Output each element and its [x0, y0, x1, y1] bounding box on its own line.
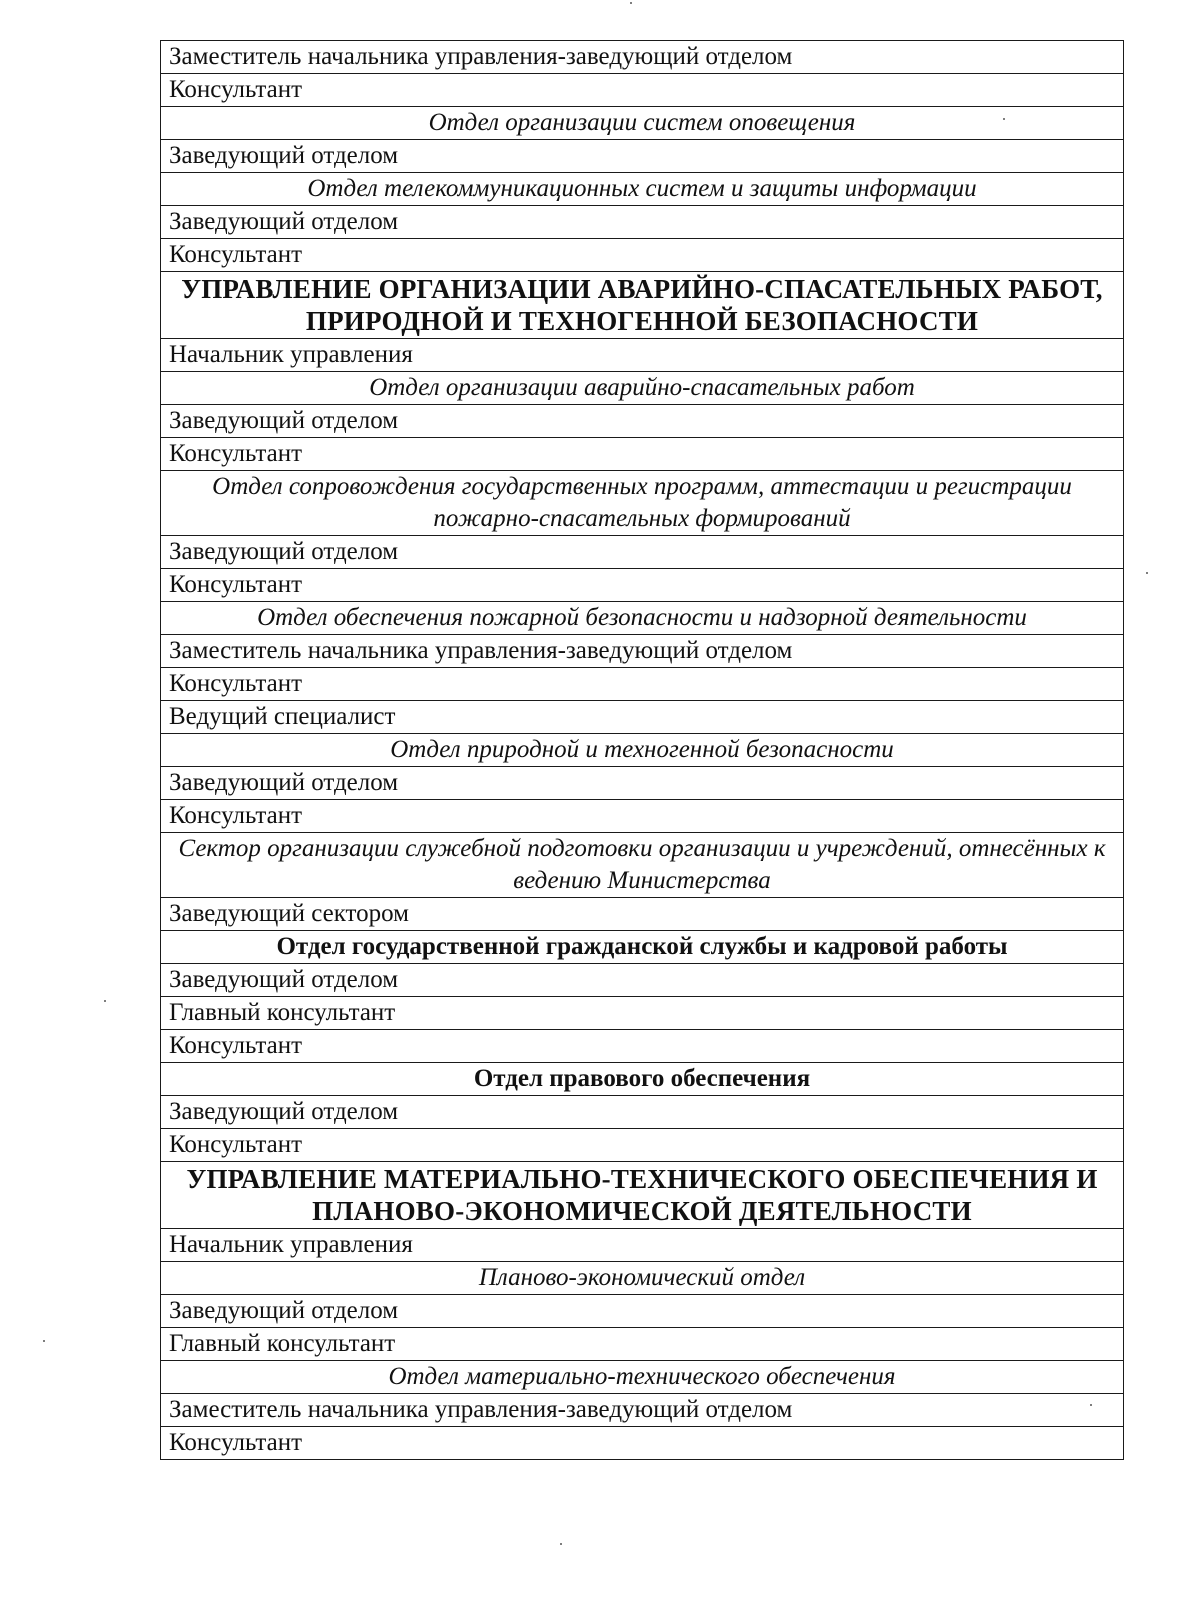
- position-row: [161, 239, 1124, 272]
- position-row: [161, 438, 1124, 471]
- position-row: [161, 1295, 1124, 1328]
- position-title-cell: Консультант: [161, 800, 1124, 833]
- scan-speck: [630, 2, 632, 4]
- scan-speck: [1146, 572, 1148, 574]
- section-title-cell: УПРАВЛЕНИЕ ОРГАНИЗАЦИИ АВАРИЙНО-СПАСАТЕЛЬНЫХ РАБОТ, ПРИРОДНОЙ И ТЕХНОГЕННОЙ БЕЗОПАСНОСТИ: [161, 272, 1124, 339]
- position-title-cell: Заведующий отделом: [161, 767, 1124, 800]
- position-row: [161, 74, 1124, 107]
- position-row: [161, 339, 1124, 372]
- position-row: [161, 997, 1124, 1030]
- section-title-cell: Отдел природной и техногенной безопасности: [161, 734, 1124, 767]
- position-row: [161, 1394, 1124, 1427]
- position-title-cell: Консультант: [161, 569, 1124, 602]
- position-row: [161, 1229, 1124, 1262]
- position-row: [161, 1096, 1124, 1129]
- section-title-cell: Отдел материально-технического обеспечения: [161, 1361, 1124, 1394]
- department-header-row: [161, 1361, 1124, 1394]
- scan-speck: [104, 1000, 106, 1002]
- position-title-cell: Заведующий отделом: [161, 536, 1124, 569]
- position-title-cell: Ведущий специалист: [161, 701, 1124, 734]
- position-row: [161, 41, 1124, 74]
- position-title-cell: Главный консультант: [161, 997, 1124, 1030]
- position-title-cell: Заведующий отделом: [161, 1295, 1124, 1328]
- section-title-cell: Отдел организации систем оповещения: [161, 107, 1124, 140]
- scan-speck: [43, 1340, 45, 1342]
- position-row: [161, 1328, 1124, 1361]
- position-row: [161, 800, 1124, 833]
- scan-speck: [1003, 118, 1005, 120]
- department-header-row: [161, 1063, 1124, 1096]
- position-title-cell: Заведующий отделом: [161, 206, 1124, 239]
- section-title-cell: Отдел телекоммуникационных систем и защиты информации: [161, 173, 1124, 206]
- position-title-cell: Главный консультант: [161, 1328, 1124, 1361]
- department-header-row: [161, 173, 1124, 206]
- scan-speck: [560, 1543, 562, 1545]
- position-row: [161, 140, 1124, 173]
- position-title-cell: Заместитель начальника управления-заведующий отделом: [161, 41, 1124, 74]
- position-row: [161, 898, 1124, 931]
- section-title-cell: Планово-экономический отдел: [161, 1262, 1124, 1295]
- section-title-cell: Отдел сопровождения государственных программ, аттестации и регистрации пожарно-спасательных формирований: [161, 471, 1124, 536]
- department-header-row: [161, 833, 1124, 898]
- position-row: [161, 635, 1124, 668]
- position-title-cell: Консультант: [161, 438, 1124, 471]
- position-row: [161, 964, 1124, 997]
- position-title-cell: Заведующий отделом: [161, 405, 1124, 438]
- section-title-cell: Отдел обеспечения пожарной безопасности и надзорной деятельности: [161, 602, 1124, 635]
- department-header-row: [161, 931, 1124, 964]
- section-title-cell: Отдел правового обеспечения: [161, 1063, 1124, 1096]
- position-title-cell: Заместитель начальника управления-заведующий отделом: [161, 1394, 1124, 1427]
- directorate-header-row: [161, 1162, 1124, 1229]
- position-title-cell: Консультант: [161, 1427, 1124, 1460]
- position-title-cell: Консультант: [161, 1030, 1124, 1063]
- position-row: [161, 405, 1124, 438]
- position-title-cell: Заместитель начальника управления-заведующий отделом: [161, 635, 1124, 668]
- position-row: [161, 767, 1124, 800]
- position-row: [161, 1427, 1124, 1460]
- position-row: [161, 1030, 1124, 1063]
- staff-positions-table-body: [161, 41, 1124, 1460]
- position-title-cell: Заведующий отделом: [161, 1096, 1124, 1129]
- section-title-cell: Отдел организации аварийно-спасательных работ: [161, 372, 1124, 405]
- department-header-row: [161, 734, 1124, 767]
- position-row: [161, 536, 1124, 569]
- section-title-cell: Сектор организации служебной подготовки организации и учреждений, отнесённых к ведению Министерства: [161, 833, 1124, 898]
- position-row: [161, 1129, 1124, 1162]
- department-header-row: [161, 1262, 1124, 1295]
- directorate-header-row: [161, 272, 1124, 339]
- scan-speck: [1090, 1404, 1092, 1406]
- position-title-cell: Консультант: [161, 1129, 1124, 1162]
- position-row: [161, 569, 1124, 602]
- department-header-row: [161, 471, 1124, 536]
- position-title-cell: Консультант: [161, 668, 1124, 701]
- department-header-row: [161, 107, 1124, 140]
- department-header-row: [161, 602, 1124, 635]
- position-title-cell: Консультант: [161, 239, 1124, 272]
- position-row: [161, 701, 1124, 734]
- position-title-cell: Консультант: [161, 74, 1124, 107]
- position-title-cell: Заведующий сектором: [161, 898, 1124, 931]
- position-title-cell: Заведующий отделом: [161, 964, 1124, 997]
- position-row: [161, 668, 1124, 701]
- staff-positions-table: [160, 40, 1124, 1460]
- position-title-cell: Заведующий отделом: [161, 140, 1124, 173]
- position-title-cell: Начальник управления: [161, 1229, 1124, 1262]
- position-row: [161, 206, 1124, 239]
- position-title-cell: Начальник управления: [161, 339, 1124, 372]
- section-title-cell: Отдел государственной гражданской службы и кадровой работы: [161, 931, 1124, 964]
- department-header-row: [161, 372, 1124, 405]
- section-title-cell: УПРАВЛЕНИЕ МАТЕРИАЛЬНО-ТЕХНИЧЕСКОГО ОБЕСПЕЧЕНИЯ И ПЛАНОВО-ЭКОНОМИЧЕСКОЙ ДЕЯТЕЛЬНОСТИ: [161, 1162, 1124, 1229]
